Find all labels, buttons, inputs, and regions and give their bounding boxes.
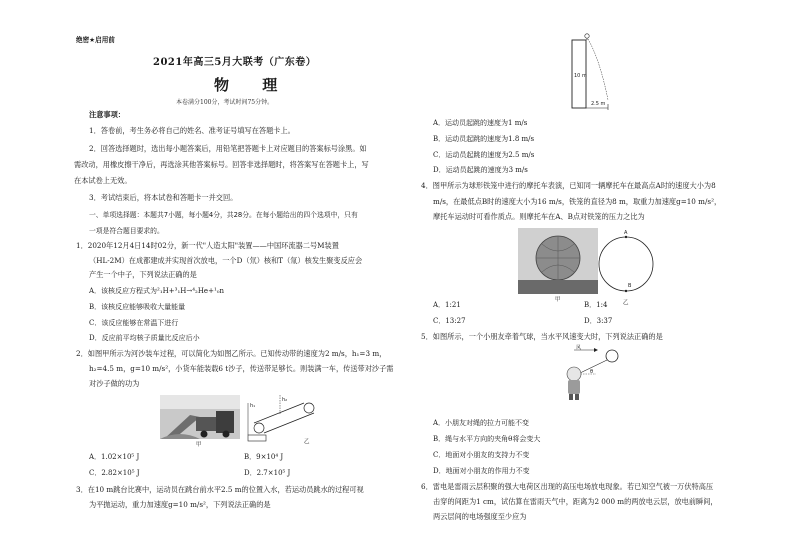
exam-title: 2021年高三5月大联考（广东卷）: [153, 57, 317, 68]
section-heading: 一项是符合题目要求的。: [89, 227, 164, 235]
q2-figure-photo: [160, 395, 240, 447]
q1-option-b: B．该核反应能够吸收大量能量: [89, 303, 186, 311]
q6-text: 两云层间的电场强度至少应为: [433, 512, 527, 521]
q1-option-d: D．反应前平均核子质量比反应后小: [89, 334, 200, 342]
notice-line: 2．回答选择题时，选出每小题答案后，用铅笔把答题卡上对应题目的答案标号涂黑。如: [89, 144, 367, 153]
q1-option-c: C．该反应能够在常温下进行: [89, 319, 179, 327]
q4-figure-photo: [518, 228, 598, 302]
fig-label-wind: 风: [576, 345, 582, 351]
q4-text: m/s，在最低点B时的速度大小为16 m/s，铁笼的直径为8 m，取重力加速度g=10 m/s²，: [433, 197, 722, 206]
q2-figure-diagram: [246, 393, 328, 447]
notice-line: 在本试卷上无效。: [74, 176, 132, 185]
q2-text: 2．如图甲所示为河沙装车过程，可以简化为如图乙所示。已知传动带的速度为2 m/s，h₁=3 m，: [76, 349, 387, 358]
q4-text: 4．图甲所示为球形铁笼中进行的摩托车表演，已知同一辆摩托车在最高点A时的速度大小为8: [421, 181, 716, 190]
q2-text: 对沙子做的功为: [89, 379, 140, 388]
fig-label-jia: 甲: [555, 297, 561, 302]
fig-label-h1: h₁: [250, 403, 256, 409]
section-heading: 一、单项选择题：本题共7小题，每小题4分，共28分。在每小题给出的四个选项中，只有: [89, 211, 358, 219]
fig-label-theta: θ: [590, 369, 594, 375]
q2-text: h₂=4.5 m，g=10 m/s²，小货车能装载6 t沙子，传送带足够长。则装满一车，传送带对沙子需: [89, 364, 394, 373]
q4-option-a: A．1:21: [433, 301, 461, 309]
q3-figure-platform: [560, 30, 620, 114]
q2-option-b: B．9×10⁴ J: [244, 453, 284, 461]
notice-line: 3．考试结束后，将本试卷和答题卡一并交回。: [89, 193, 238, 202]
fig-label-jia: 甲: [196, 442, 202, 447]
q6-text: 击穿的间距为1 cm，试估算在雷雨天气中，距离为2 000 m的两放电云层，放电前瞬间，: [433, 497, 718, 506]
q3-text: 3．在10 m跳台比赛中，运动员在跳台前水平2.5 m的位置入水，若运动员跳水的过程可视: [76, 485, 364, 494]
q1-text: 1．2020年12月4日14时02分，新一代"人造太阳"装置——中国环流器二号M装置: [76, 241, 339, 250]
score-time: 本卷满分100分，考试时间75分钟。: [176, 99, 274, 106]
q5-option-c: C．地面对小朋友的支持力不变: [433, 451, 530, 459]
fig-label-h2: h₂: [282, 397, 288, 403]
fig-label-10m: 10 m: [574, 73, 587, 79]
q4-option-b: B．1:4: [584, 301, 608, 309]
q2-option-d: D．2.7×10⁵ J: [244, 469, 291, 477]
q1-text: （HL-2M）在成都建成并实现首次放电，一个D（氘）核和T（氚）核发生聚变反应会: [89, 256, 363, 265]
q3-option-b: B．运动员起跳的速度为1.8 m/s: [433, 135, 535, 143]
q3-option-d: D．运动员起跳的速度为3 m/s: [433, 166, 528, 174]
subject-title: 物 理: [214, 76, 292, 94]
notice-line: 需改动，用橡皮擦干净后，再选涂其他答案标号。回答非选择题时，将答案写在答题卡上，写: [74, 160, 369, 169]
secret-label: 绝密★启用前: [76, 36, 115, 44]
q5-figure: [556, 344, 622, 402]
fig-label-2-5m: 2.5 m: [591, 101, 606, 107]
q1-option-a: A．该核反应方程式为²₁H+³₁H→⁴₂He+¹₀n: [89, 287, 225, 295]
q3-option-a: A．运动员起跳的速度为1 m/s: [433, 119, 528, 127]
notice-title: 注意事项：: [89, 110, 125, 119]
fig-label-a: A: [624, 230, 628, 236]
q5-option-a: A．小朋友对绳的拉力可能不变: [433, 419, 530, 427]
q2-option-c: C．2.82×10⁵ J: [89, 469, 140, 477]
q6-text: 6．雷电是雷雨云层积聚的强大电荷区出现的高压电场放电现象。若已知空气被一万伏特高压: [421, 482, 714, 491]
q5-text: 5．如图所示，一个小朋友牵着气球，当水平风速变大时，下列说法正确的是: [421, 332, 663, 341]
q4-figure-circle: [596, 226, 656, 308]
q1-text: 产生一个中子，下列说法正确的是: [89, 270, 197, 279]
fig-label-b: B: [628, 283, 632, 289]
q5-option-b: B．绳与水平方向的夹角θ将会变大: [433, 435, 541, 443]
fig-label-yi: 乙: [623, 300, 629, 306]
fig-label-yi: 乙: [304, 439, 310, 445]
q3-text: 为平抛运动，重力加速度g=10 m/s²，下列说法正确的是: [89, 500, 271, 509]
q3-option-c: C．运动员起跳的速度为2.5 m/s: [433, 151, 535, 159]
q2-option-a: A．1.02×10⁵ J: [89, 453, 140, 461]
q4-option-d: D．3:37: [584, 317, 613, 325]
q4-text: 摩托车运动时可看作质点。则摩托车在A、B点对铁笼的压力之比为: [433, 212, 645, 221]
q5-option-d: D．地面对小朋友的作用力不变: [433, 467, 530, 475]
notice-line: 1．答卷前，考生务必将自己的姓名、准考证号填写在答题卡上。: [89, 126, 295, 135]
q4-option-c: C．13:27: [433, 317, 466, 325]
